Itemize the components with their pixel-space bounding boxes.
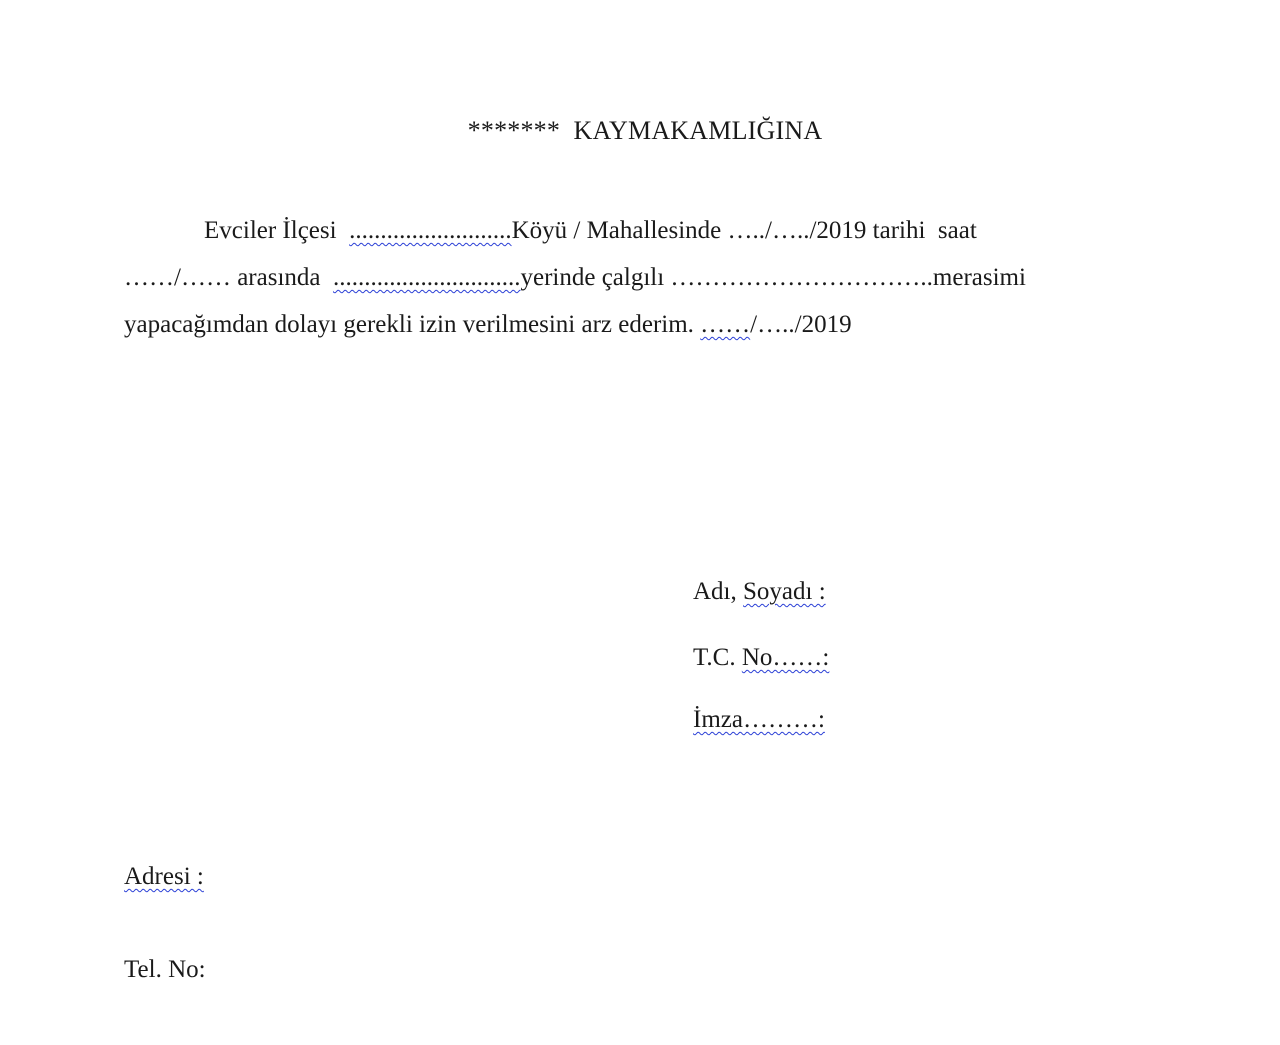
body-line-1 [204,216,977,246]
phone-label: Tel. No: [124,956,206,983]
tc-no-label: No……: [741,644,830,671]
body-line-1-text-a: Evciler İlçesi [204,217,350,244]
surname-label: Soyadı : [743,578,826,605]
body-line-1-text-b: Köyü / Mahallesinde …../…../2019 tarihi saat [511,217,977,244]
location-blank: .............................. [332,264,521,291]
village-blank: .......................... [349,217,512,244]
body-line-3-text-a: yapacağımdan dolayı gerekli izin verilmesini arz ederim. [124,311,701,338]
address-label: Adresi : [124,863,204,890]
body-line-2 [124,263,1026,293]
body-line-2-text-a: ……/…… arasında [124,264,333,291]
name-label: Adı, [693,578,743,605]
signature-label: İmza………: [693,706,825,733]
document-title: ******* KAYMAKAMLIĞINA [467,116,823,145]
date-day-blank: …… [700,311,751,338]
name-surname-field [693,577,826,607]
body-line-3 [124,310,852,340]
address-field [124,862,204,892]
body-line-3-text-b: /…../2019 [750,311,852,338]
body-line-2-text-b: yerinde çalgılı …………………………..merasimi [520,264,1026,291]
signature-field [693,705,825,735]
tc-label: T.C. [693,644,742,671]
phone-field [124,955,206,985]
tc-no-field [693,643,829,673]
